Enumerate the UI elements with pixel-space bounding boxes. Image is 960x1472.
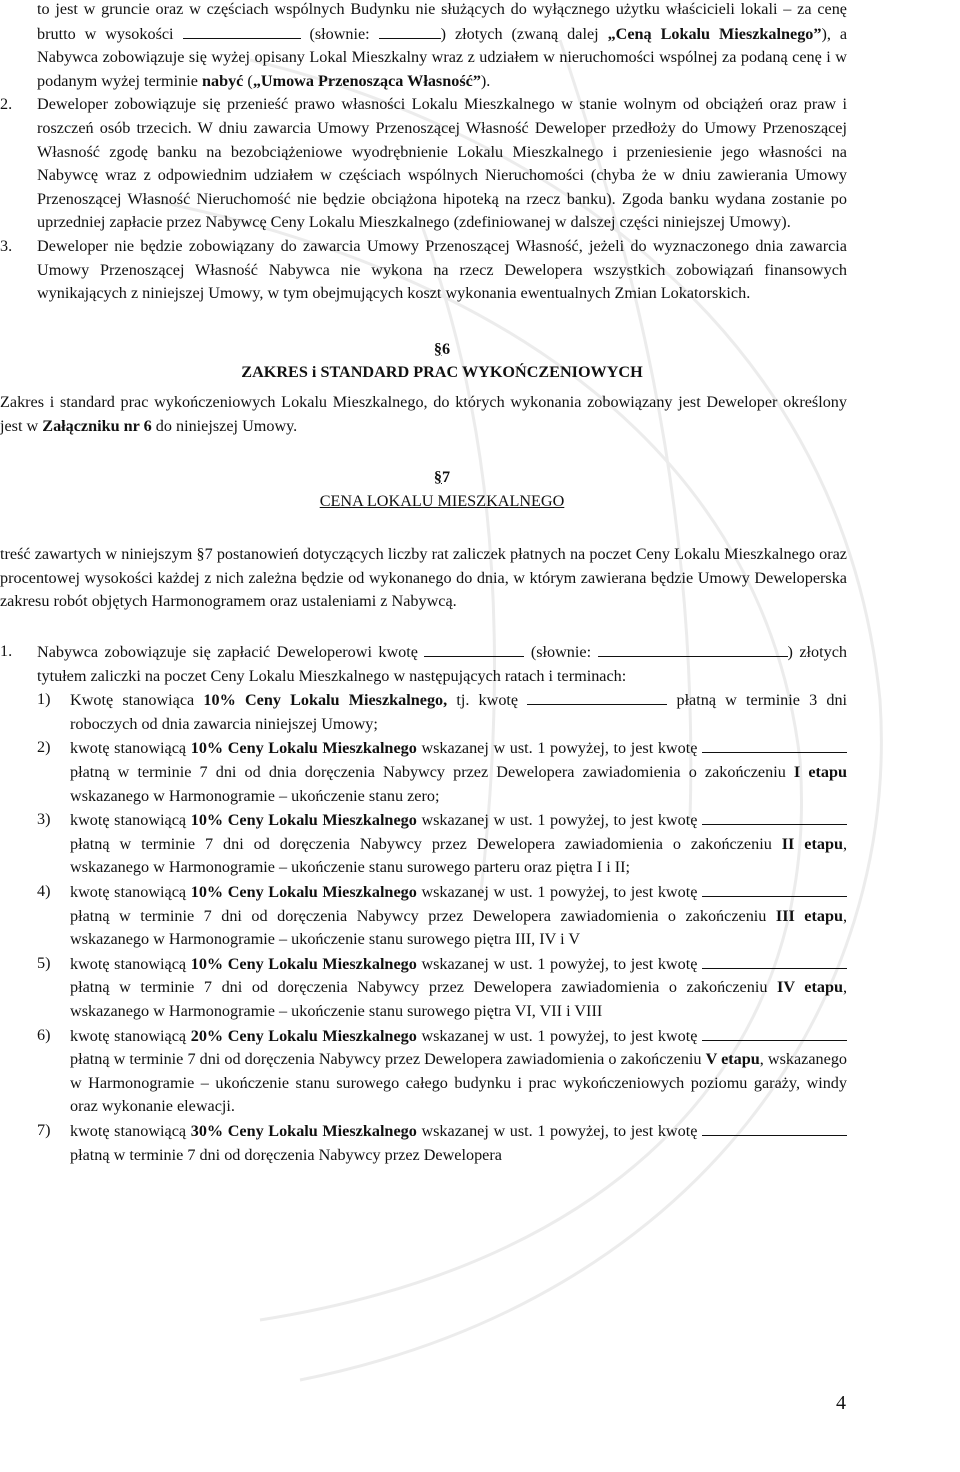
installment-5-blank [702,952,847,969]
clause-7-1: 1. Nabywca zobowiązuje się zapłacić Deweloperowi kwotę (słownie: ) złotych tytułem zaliczki na poczet Ceny Lokalu Mieszkalnego w następujących ratach i terminach: [0,642,847,685]
page-number: 4 [836,1392,846,1414]
section-6-heading: §6 [433,339,451,358]
installment-3: 3) kwotę stanowiącą 10% Ceny Lokalu Mieszkalnego wskazanej w ust. 1 powyżej, to jest kwotę płatną w terminie 7 dni od doręczenia Nabywcy przez Dewelopera zawiadomienia o zakończeniu II etapu, wskazanego w Harmonogramie – ukończenie stanu surowego parteru oraz piętra I i II; [37,810,848,877]
installment-2-blank [702,736,847,753]
price-blank [183,22,301,39]
installment-1-blank [527,688,667,705]
installment-6-blank [702,1024,847,1041]
installment-4-blank [702,880,847,897]
section-7-intro: treść zawartych w niniejszym §7 postanowień dotyczących liczby rat zaliczek płatnych na poczet Ceny Lokalu Mieszkalnego oraz procentowej wysokości każdej z nich zależna będzie od wykonanego do dnia, w którym zawierana będzie Umowy Deweloperska zakresu robót objętych Harmonogramem oraz ustaleniami z Nabywcą. [0,545,847,611]
installment-7-blank [702,1119,847,1136]
installment-6: 6) kwotę stanowiącą 20% Ceny Lokalu Mieszkalnego wskazanej w ust. 1 powyżej, to jest kwotę płatną w terminie 7 dni od doręczenia Nabywcy przez Dewelopera zawiadomienia o zakończeniu V etapu, wskazanego w Harmonogramie – ukończenie stanu surowego całego budynku i prac wykończeniowych poziomu garaży, windy oraz wykonanie elewacji. [37,1025,848,1116]
section-7-heading: §7 [433,468,451,487]
section-6-title: ZAKRES i STANDARD PRAC WYKOŃCZENIOWYCH [241,363,643,382]
section-7-title: CENA LOKALU MIESZKALNEGO [319,491,565,510]
amount-words-blank [598,640,788,657]
clause-2: 2. Deweloper zobowiązuje się przenieść prawo własności Lokalu Mieszkalnego w stanie wolnym od obciążeń oraz praw i roszczeń osób trzecich. W dniu zawarcia Umowy Przenoszącej Własność Deweloper przedłoży do Umowy Przenoszącej Własność zgodę banku na bezobciążeniowe wyodrębnienie Lokalu Mieszkalnego i przeniesienie jego własności na Nabywcę wraz z odpowiednim udziałem w częściach wspólnych Nieruchomości (chyba że w dniu zawierania Umowy Przenoszącej Własność Nieruchomość nie będzie obciążona hipoteką na rzecz banku). Zgoda banku wydana zostanie po uprzedniej zapłacie przez Nabywcę Ceny Lokalu Mieszkalnego (zdefiniowanej w dalszej części niniejszej Umowy). [0,95,847,232]
installment-1: 1) Kwotę stanowiąca 10% Ceny Lokalu Mieszkalnego, tj. kwotę płatną w terminie 3 dni roboczych od dnia zawarcia niniejszej Umowy; [37,690,848,733]
amount-blank [424,640,524,657]
installment-3-blank [702,808,847,825]
lead-paragraph: to jest w gruncie oraz w częściach wspólnych Budynku nie służących do wyłącznego użytku właścicieli lokali – za cenę brutto w wysokości (słownie: ) złotych (zwaną dalej „Ceną Lokalu Mieszkalnego”), a Nabywca zobowiązuje się wyżej opisany Lokal Mieszkalny wraz z udziałem w nieruchomości wspólnej za podaną cenę i w podanym wyżej terminie nabyć („Umowa Przenosząca Własność”). [37,0,848,90]
installment-2: 2) kwotę stanowiącą 10% Ceny Lokalu Mieszkalnego wskazanej w ust. 1 powyżej, to jest kwotę płatną w terminie 7 dni od dnia doręczenia Nabywcy przez Dewelopera zawiadomienia o zakończeniu I etapu wskazanego w Harmonogramie – ukończenie stanu zero; [37,738,848,805]
installment-7: 7) kwotę stanowiącą 30% Ceny Lokalu Mieszkalnego wskazanej w ust. 1 powyżej, to jest kwotę płatną w terminie 7 dni od doręczenia Nabywcy przez Dewelopera [37,1119,847,1167]
price-words-blank [379,22,441,39]
installment-5: 5) kwotę stanowiącą 10% Ceny Lokalu Mieszkalnego wskazanej w ust. 1 powyżej, to jest kwotę płatną w terminie 7 dni od doręczenia Nabywcy przez Dewelopera zawiadomienia o zakończeniu IV etapu, wskazanego w Harmonogramie – ukończenie stanu surowego piętra VI, VII i VIII [37,953,848,1020]
section-6-body: Zakres i standard prac wykończeniowych Lokalu Mieszkalnego, do których wykonania zobowiązany jest Deweloper określony jest w Załączniku nr 6 do niniejszej Umowy. [0,392,847,435]
installment-4: 4) kwotę stanowiącą 10% Ceny Lokalu Mieszkalnego wskazanej w ust. 1 powyżej, to jest kwotę płatną w terminie 7 dni od doręczenia Nabywcy przez Dewelopera zawiadomienia o zakończeniu III etapu, wskazanego w Harmonogramie – ukończenie stanu surowego piętra III, IV i V [37,882,848,949]
clause-3: 3. Deweloper nie będzie zobowiązany do zawarcia Umowy Przenoszącej Własność, jeżeli do wyznaczonego dnia zawarcia Umowy Przenoszącej Własność Nabywca nie wykona na rzecz Dewelopera wszystkich zobowiązań finansowych wynikających z niniejszej Umowy, w tym obejmujących koszt wykonania ewentualnych Zmian Lokatorskich. [0,236,847,303]
